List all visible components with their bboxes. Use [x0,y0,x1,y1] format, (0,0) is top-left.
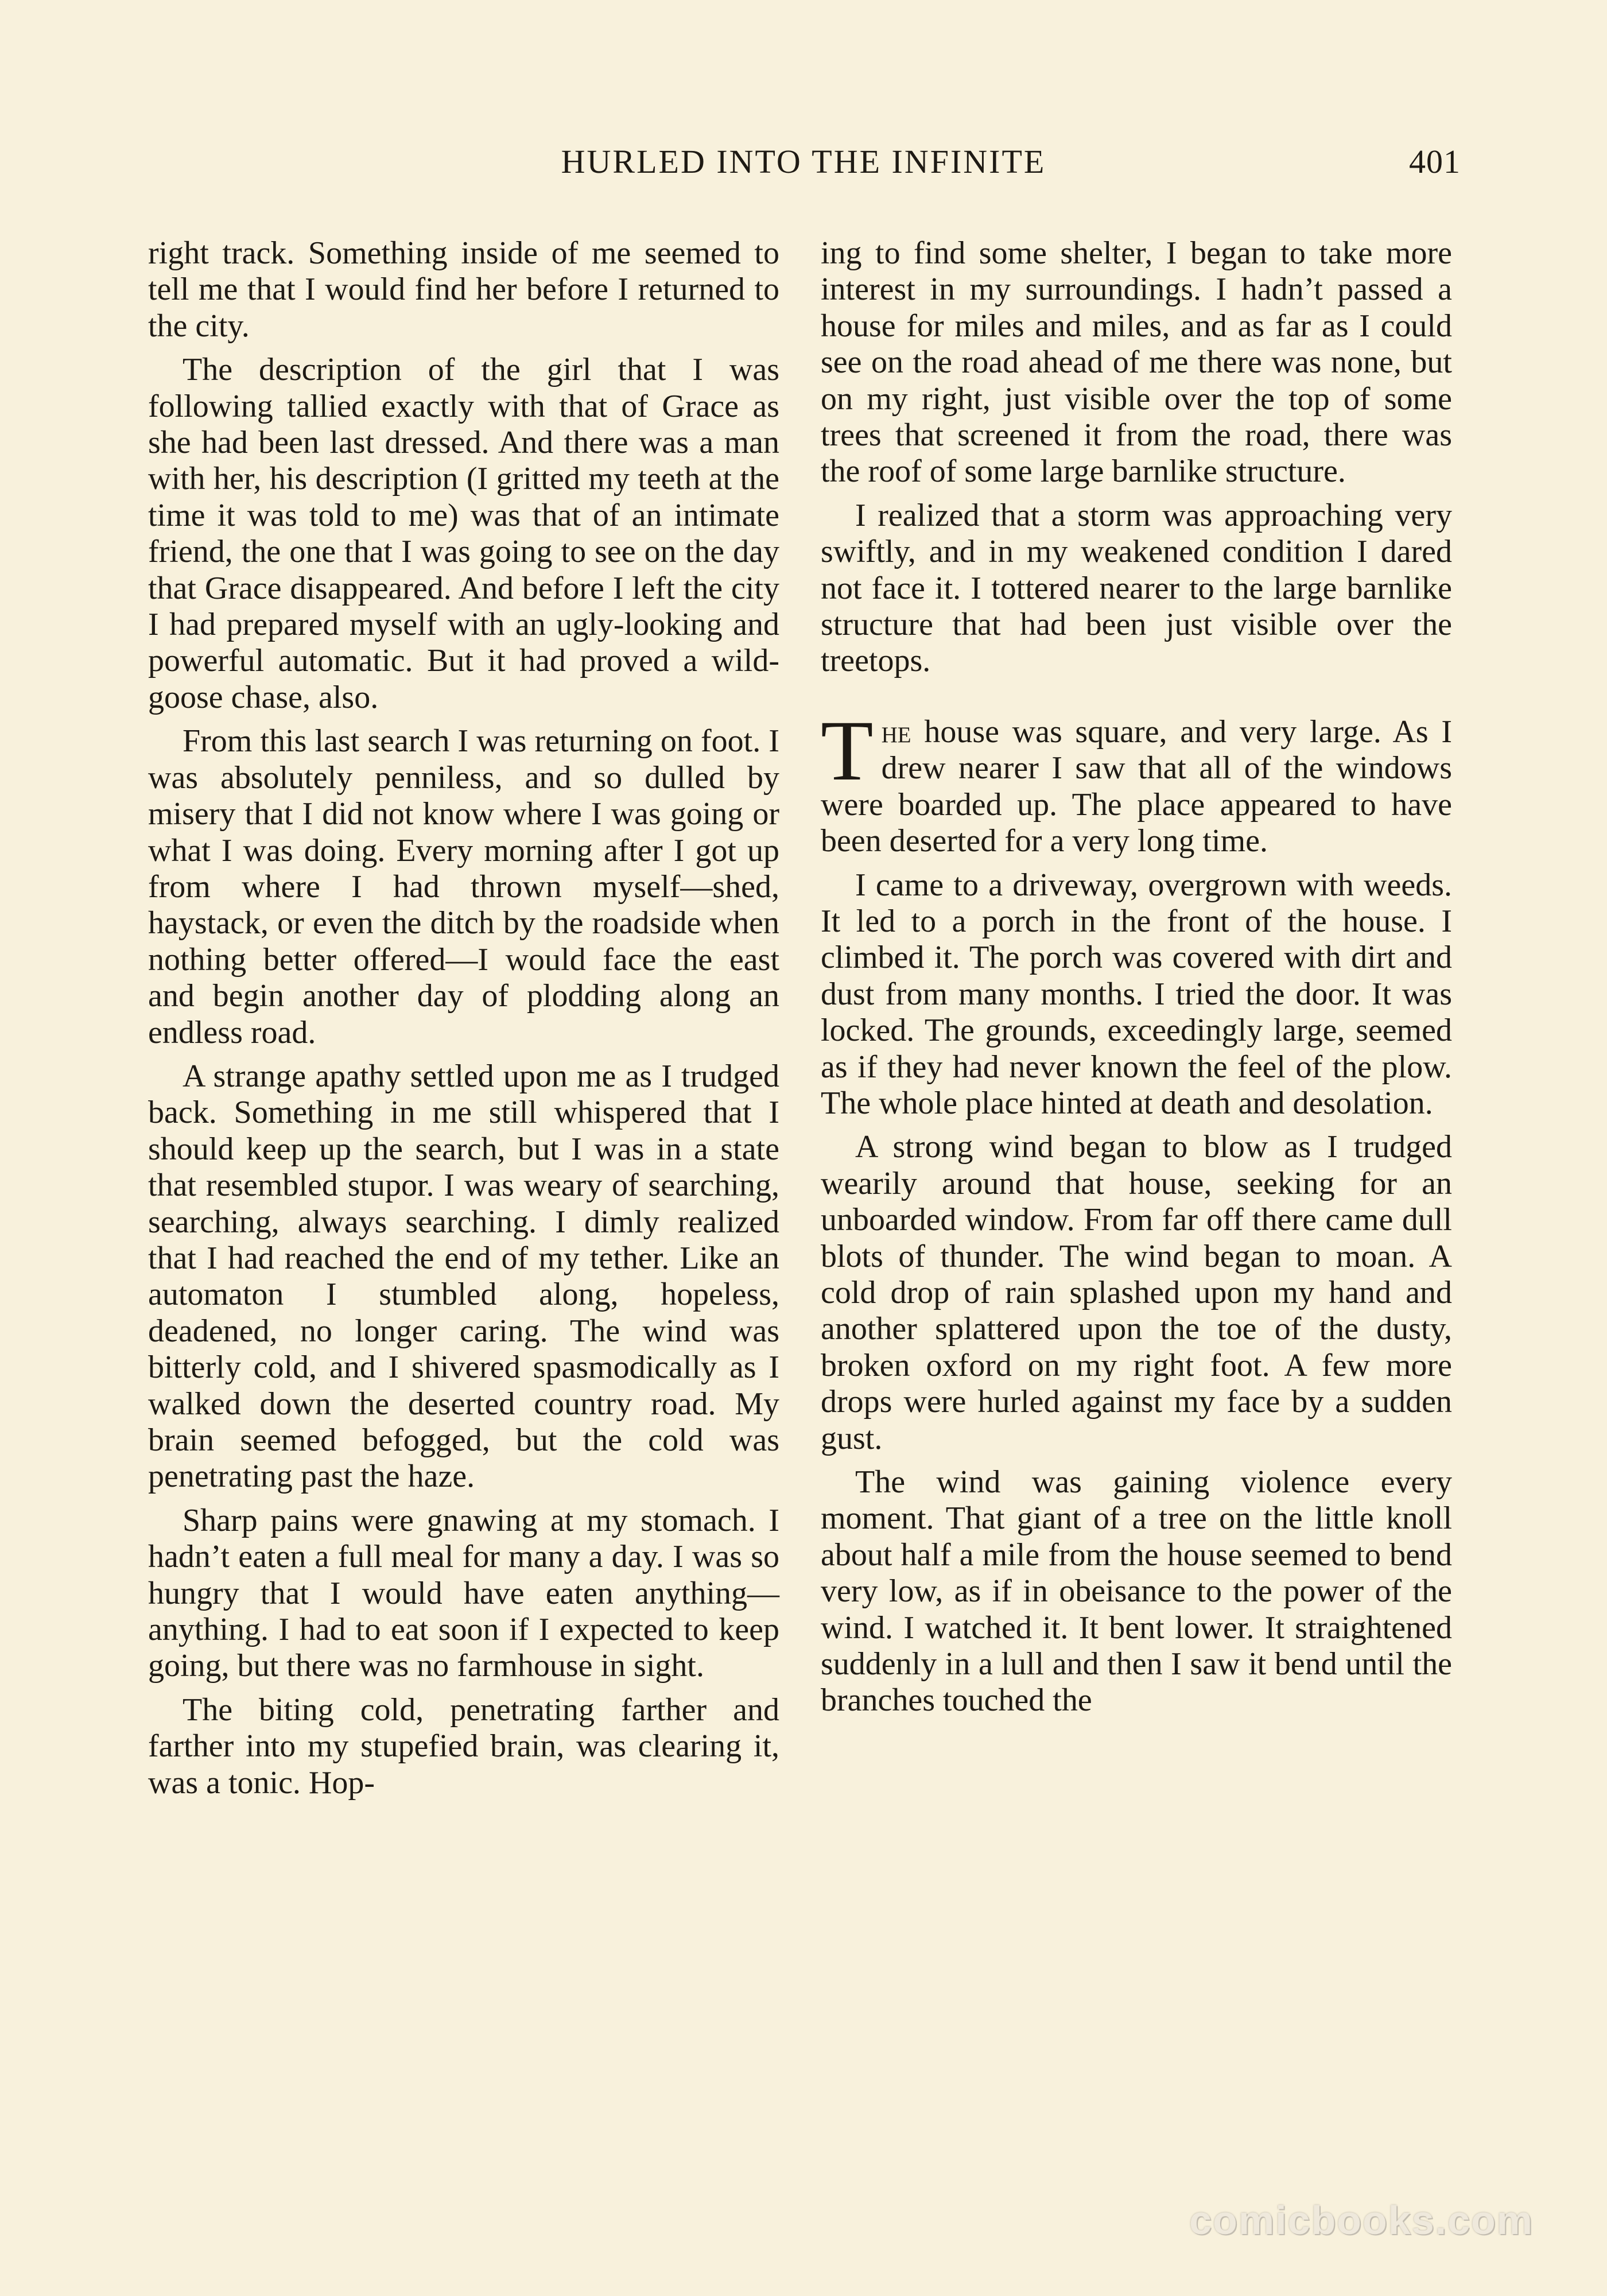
page-number: 401 [1409,143,1461,180]
running-title: HURLED INTO THE INFINITE [561,143,1046,180]
paragraph: The wind was gaining violence every moment. That giant of a tree on the little knoll about half a mile from the house seemed to bend very low, as if in obeisance to the power of the wind. I watched it. It bent lower. It straightened suddenly in a lull and then I saw it bend until the branches touched the [821,1464,1452,1719]
paragraph: ing to find some shelter, I began to take more interest in my surroundings. I hadn’t passed a house for miles and miles, and as far as I could see on the road ahead of me there was none, but on my right, just visible over the top of some trees that screened it from the road, there was the roof of some large barnlike structure. [821,235,1452,490]
paragraph: Sharp pains were gnawing at my stomach. I hadn’t eaten a full meal for many a day. I was so hungry that I would have eaten anything—anything. I had to eat soon if I expected to keep going, but there was no farmhouse in sight. [148,1502,779,1684]
paragraph: The biting cold, penetrating farther and farther into my stupefied brain, was clearing it, was a tonic. Hop- [148,1692,779,1801]
section-start-paragraph [821,703,1452,860]
paragraph: right track. Something inside of me seemed to tell me that I would find her before I returned to the city. [148,235,779,344]
left-column [148,235,779,1809]
drop-cap: T [821,703,874,798]
paragraph: I came to a driveway, overgrown with weeds. It led to a porch in the front of the house. I climbed it. The porch was covered with dirt and dust from many months. I tried the door. It was locked. The grounds, exceedingly large, seemed as if they had never known the feel of the plow. The whole place hinted at death and desolation. [821,867,1452,1121]
paragraph: The description of the girl that I was following tallied exactly with that of Grace as she had been last dressed. And there was a man with her, his description (I gritted my teeth at the time it was told to me) was that of an intimate friend, the one that I was going to see on the day that Grace disappeared. And before I left the city I had prepared myself with an ugly-looking and powerful automatic. But it had proved a wild-goose chase, also. [148,352,779,715]
section-text: house was square, and very large. As I drew nearer I saw that all of the windows were boarded up. The place appeared to have been deserted for a very long time. [821,713,1452,859]
paragraph: I realized that a storm was approaching very swiftly, and in my weakened condition I dared not face it. I tottered nearer to the large barnlike structure that had been just visible over the treetops. [821,497,1452,679]
paragraph: A strong wind began to blow as I trudged wearily around that house, seeking for an unboarded window. From far off there came dull blots of thunder. The wind began to moan. A cold drop of rain splashed upon my hand and another splattered upon the toe of the dusty, broken oxford on my right foot. A few more drops were hurled against my face by a sudden gust. [821,1129,1452,1456]
paragraph: A strange apathy settled upon me as I trudged back. Something in me still whispered that I should keep up the search, but I was in a state that resembled stupor. I was weary of searching, searching, always searching. I dimly realized that I had reached the end of my tether. Like an automaton I stumbled along, hopeless, deadened, no longer caring. The wind was bitterly cold, and I shivered spasmodically as I walked down the deserted country road. My brain seemed befogged, but the cold was penetrating past the haze. [148,1058,779,1495]
right-column [821,235,1452,1727]
small-caps-lead: he [881,713,911,750]
paragraph: From this last search I was returning on foot. I was absolutely penniless, and so dulled by misery that I did not know where I was going or what I was doing. Every morning after I got up from where I had thrown myself—shed, haystack, or even the ditch by the roadside when nothing better offered—I would face the east and begin another day of plodding along an endless road. [148,723,779,1050]
running-head [146,142,1461,188]
watermark-logo: comicbooks.com [1189,2198,1534,2243]
